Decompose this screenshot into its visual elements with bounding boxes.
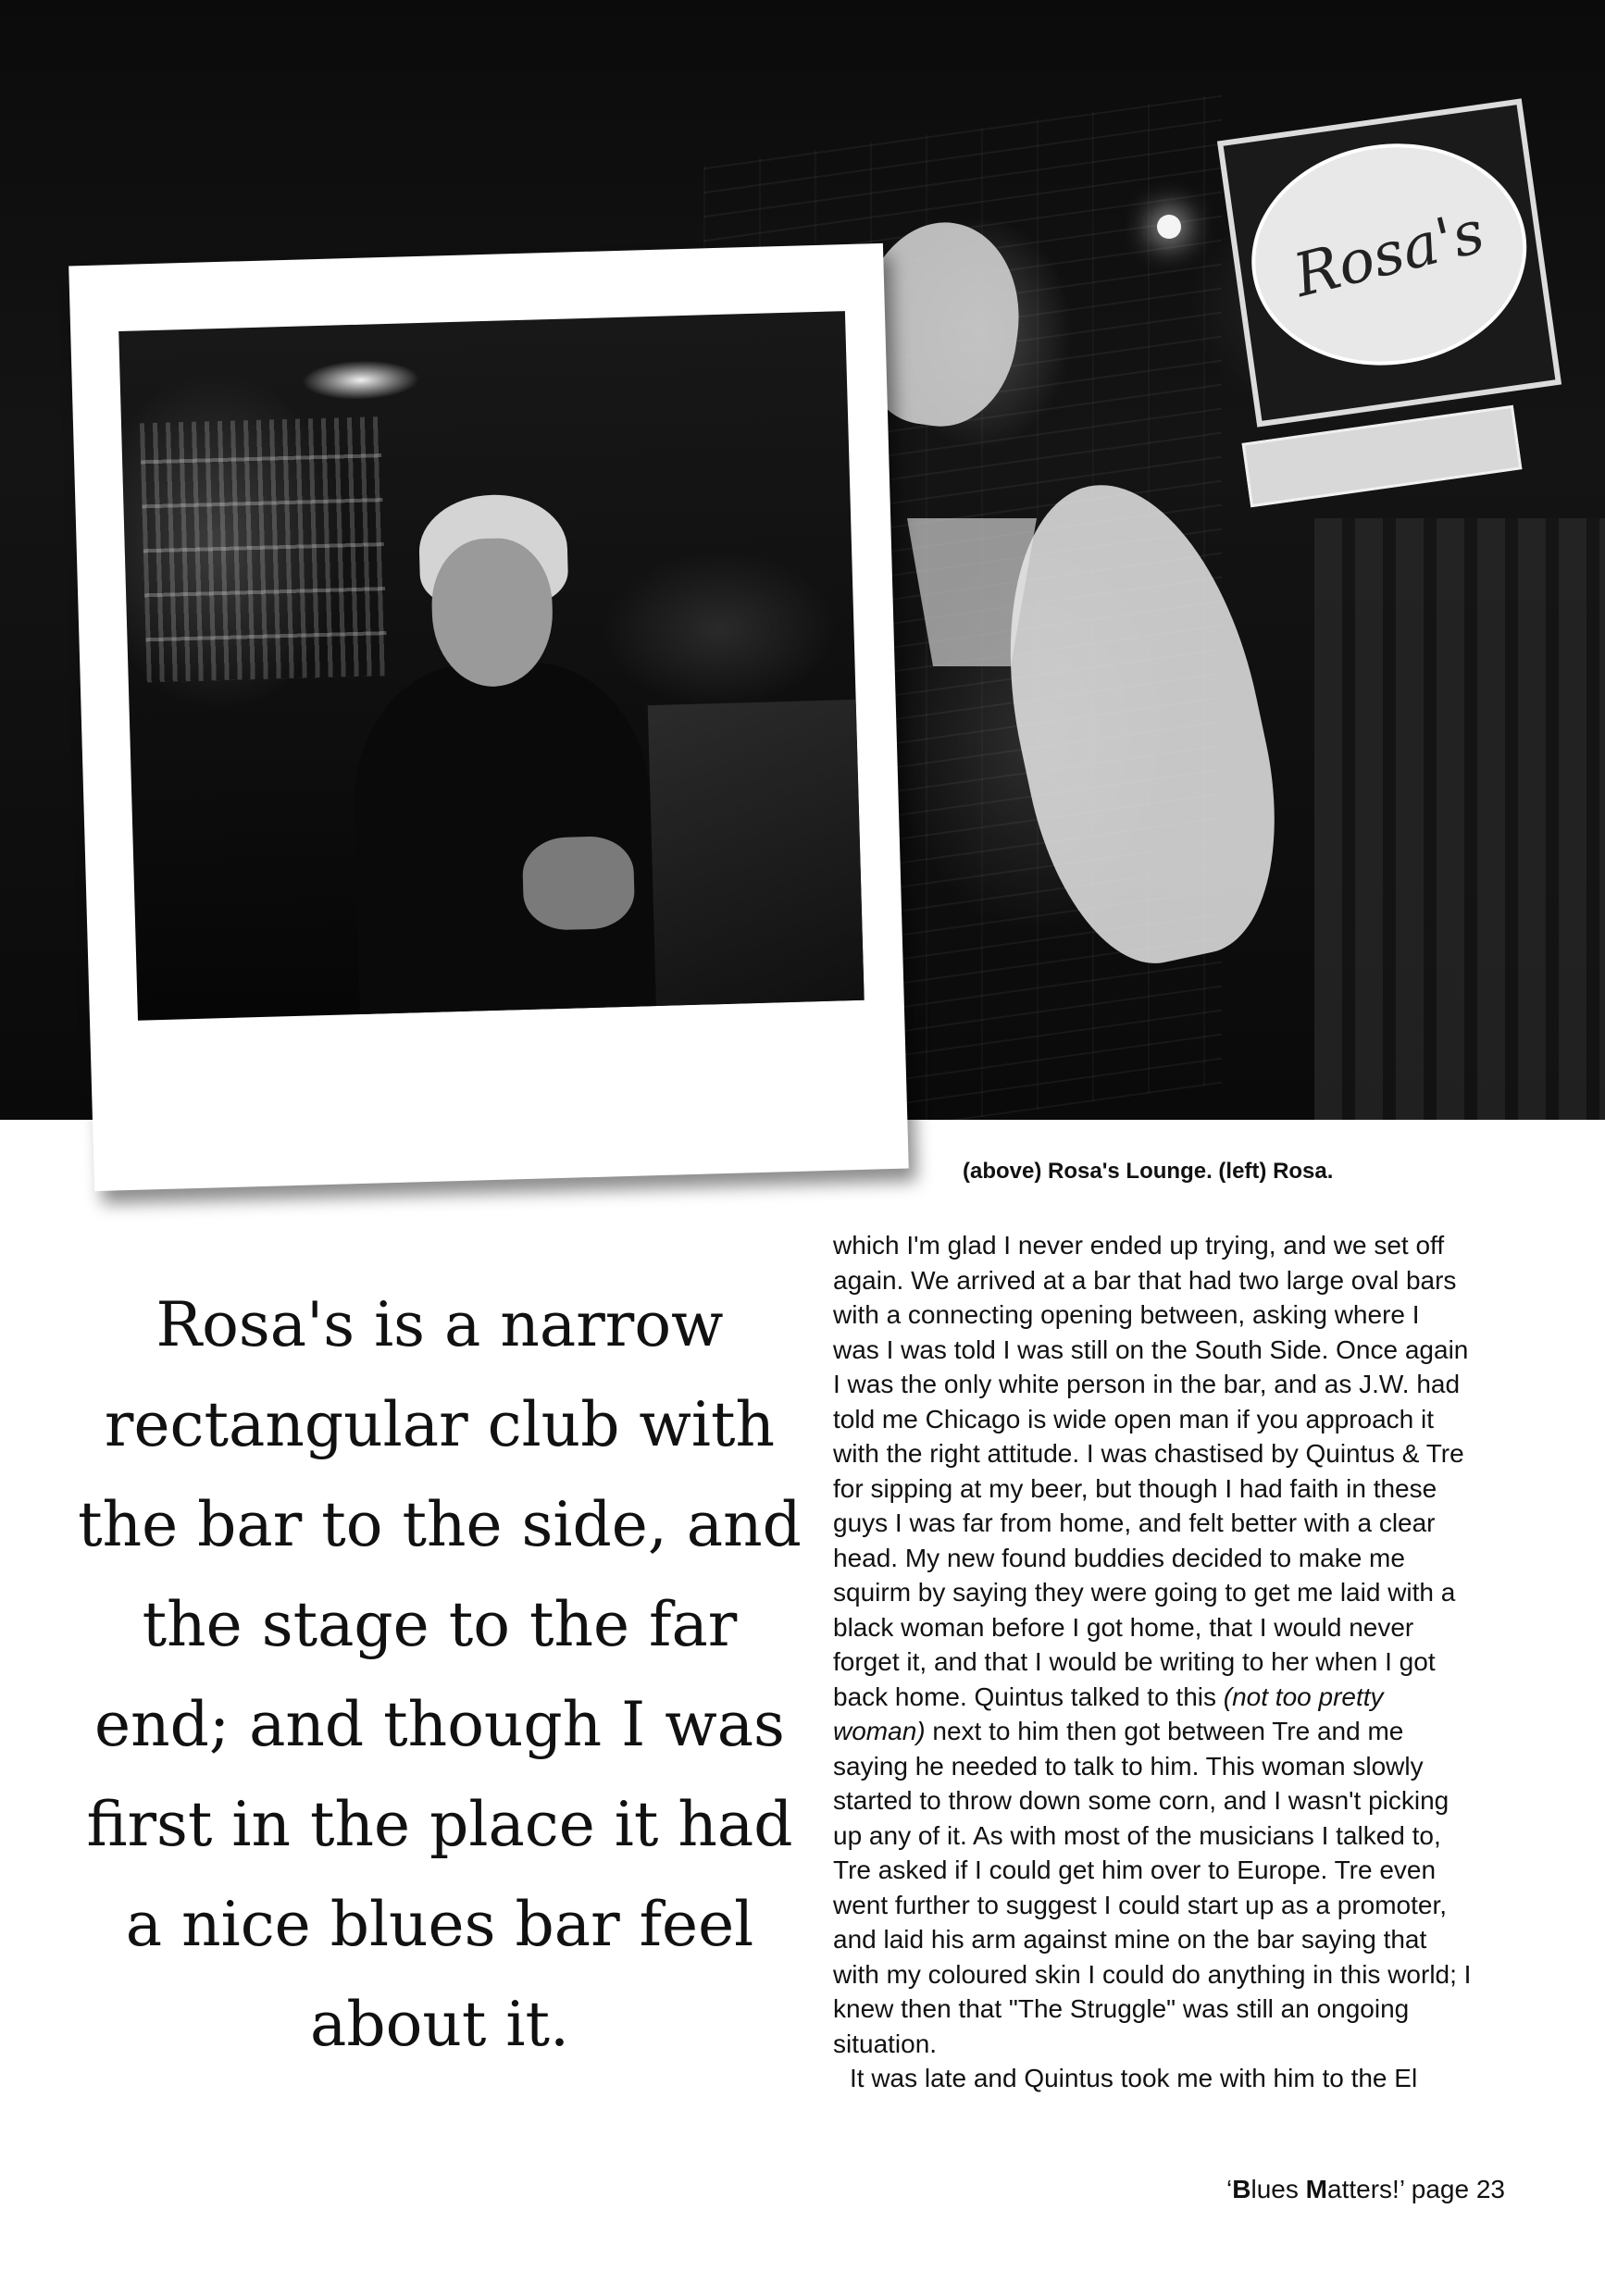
paragraph-italic: (not too pretty woman) (833, 1682, 1384, 1745)
rosa-portrait-photo (118, 311, 864, 1021)
pull-quote: Rosa's is a narrow rectangular club with the bar to the side, and the stage to the far end; and though I was first in the place it had a nice blues bar feel about it. (78, 1289, 802, 2060)
quote-mark: ’ (1399, 2175, 1404, 2203)
bar-counter (648, 700, 865, 1006)
footer-text: atters! (1327, 2175, 1400, 2203)
rosa-body (350, 659, 655, 1019)
rosas-sign (1217, 98, 1561, 427)
paragraph-text: which I'm glad I never ended up trying, and we set off again. We arrived at a bar that had two large oval bars with a connecting opening between, asking where I was I was told I was still on the South Side. Once again I was the only white person in the bar, and as J.W. had told me Chicago is wide open man if you approach it with the right attitude. I was chastised by Quintus & Tre for sipping at my beer, but though I had faith in these guys I was far from home, and felt better with a clear head. My new found buddies decided to make me squirm by saying they were going to get me laid with a black woman before I got home, that I would never forget it, and that I would be writing to her when I got back home. Quintus talked to this (833, 1231, 1469, 1711)
sign-oval (1238, 126, 1541, 382)
polaroid-frame (68, 243, 909, 1191)
footer-cap: B (1232, 2175, 1251, 2203)
storefront-shadow (1314, 518, 1605, 1120)
bar-shelves (140, 416, 388, 682)
article-body (833, 1228, 1472, 2096)
photo-caption: (above) Rosa's Lounge. (left) Rosa. (963, 1159, 1334, 1184)
paragraph: It was late and Quintus took me with him to the El (850, 2064, 1418, 2092)
page-footer (1226, 2175, 1505, 2204)
sign-lettering: Rosa's (1287, 197, 1491, 312)
rosa-hands (522, 836, 636, 931)
street-lamp (1157, 215, 1181, 239)
paragraph-text: next to him then got between Tre and me saying he needed to talk to him. This woman slowly started to throw down some corn, and I wasn't picking up any of it. As with most of the musicians I talked to, Tre asked if I could get him over to Europe. Tre even went further to suggest I could start up as a promoter, and laid his arm against mine on the bar saying that with my coloured skin I could do anything in this world; I knew then that "The Struggle" was still an ongoing situation. (833, 1717, 1472, 2058)
paragraph (833, 1228, 1472, 2061)
footer-text: lues (1250, 2175, 1306, 2203)
page-number: page 23 (1404, 2175, 1505, 2203)
footer-cap: M (1305, 2175, 1327, 2203)
quote-mark: ‘ (1226, 2175, 1233, 2203)
